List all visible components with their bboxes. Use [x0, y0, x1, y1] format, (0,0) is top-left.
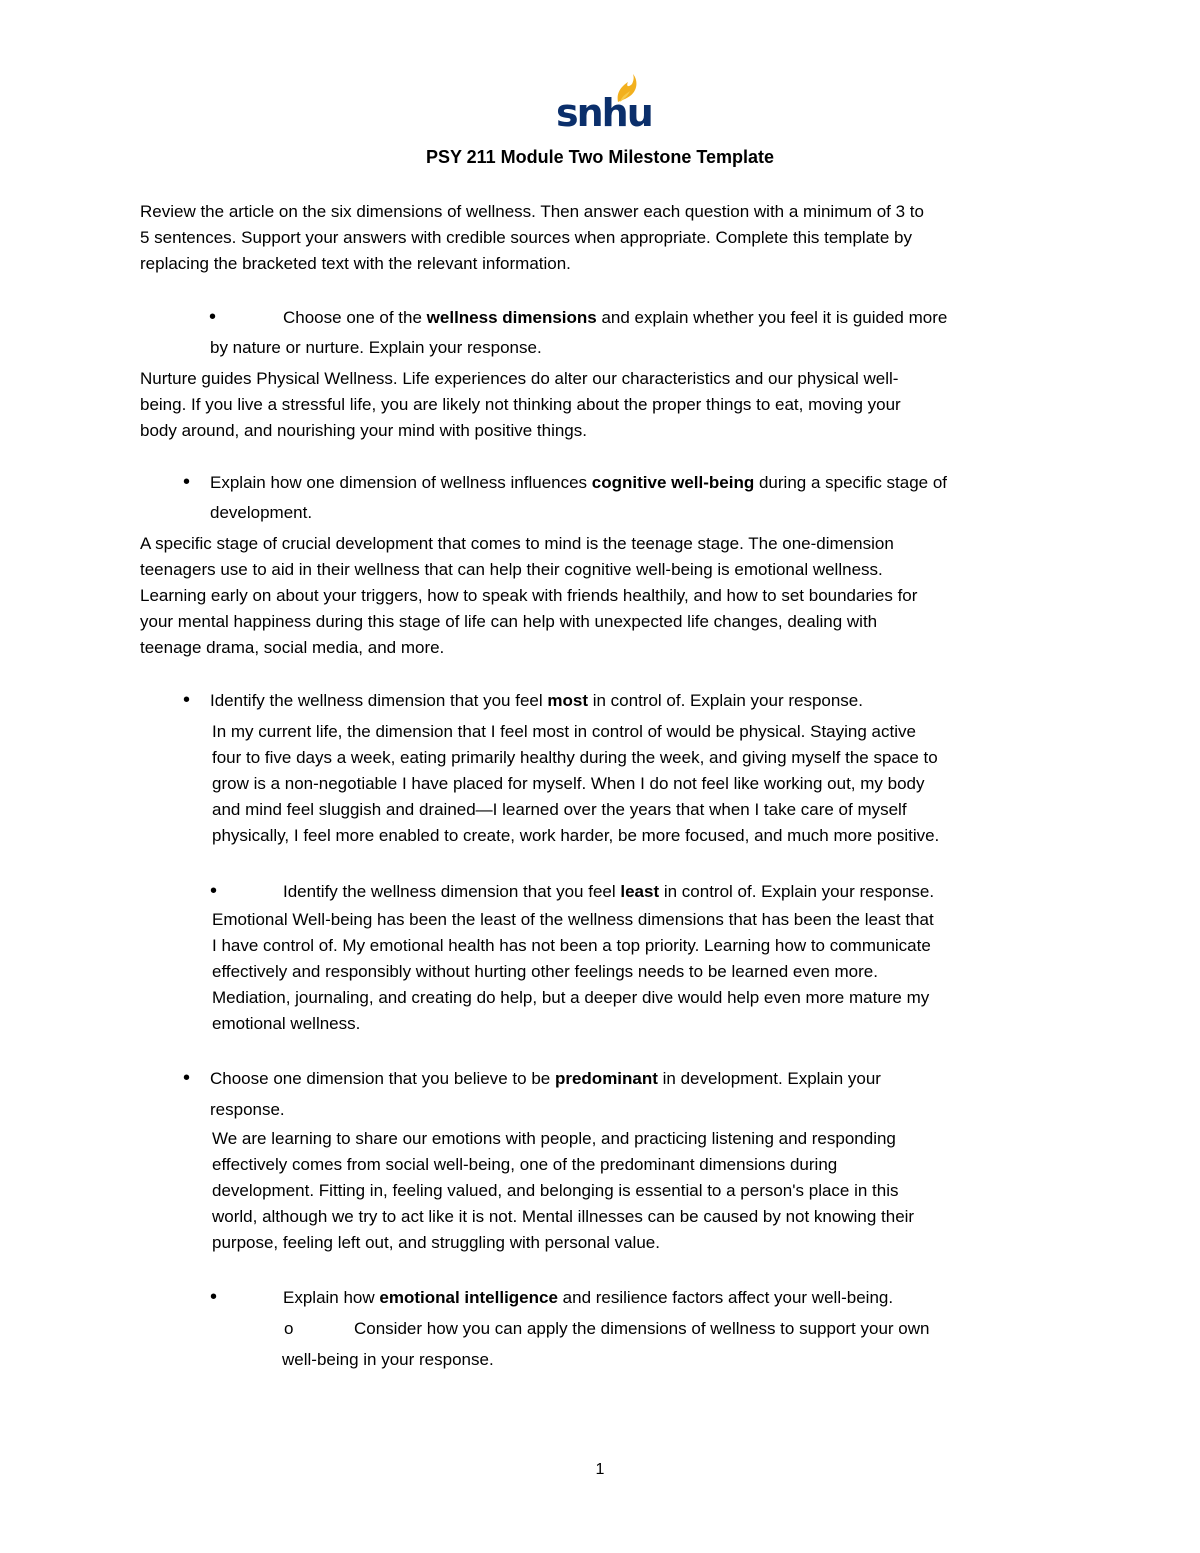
answer-5-line-4: world, although we try to act like it is not. Mental illnesses can be caused by not knowing their: [212, 1207, 915, 1226]
question-3: Identify the wellness dimension that you feel most in control of. Explain your response.: [210, 691, 863, 710]
answer-5-line-3: development. Fitting in, feeling valued, and belonging is essential to a person's place in this: [212, 1181, 899, 1200]
answer-3-line-4: and mind feel sluggish and drained—I learned over the years that when I take care of myself: [212, 800, 907, 819]
bullet-icon: •: [183, 1067, 191, 1089]
answer-1-line-1: Nurture guides Physical Wellness. Life experiences do alter our characteristics and our physical well-: [140, 369, 899, 388]
question-1-line-2: by nature or nurture. Explain your response.: [210, 338, 542, 357]
document-title: PSY 211 Module Two Milestone Template: [425, 147, 775, 167]
snhu-logo: [556, 74, 652, 135]
question-5: Choose one dimension that you believe to be predominant in development. Explain your: [210, 1069, 881, 1088]
answer-3-line-5: physically, I feel more enabled to create, work harder, be more focused, and much more positive.: [212, 826, 940, 845]
question-6-sub-line-1: Consider how you can apply the dimensions of wellness to support your own: [354, 1319, 930, 1338]
answer-4-line-3: effectively and responsibly without hurting other feelings needs to be learned even more.: [212, 962, 878, 981]
bullet-icon: •: [209, 306, 217, 328]
question-6-sub-line-2: well-being in your response.: [282, 1350, 494, 1369]
answer-2-line-3: Learning early on about your triggers, how to speak with friends healthily, and how to set boundaries for: [140, 586, 918, 605]
answer-3-line-1: In my current life, the dimension that I feel most in control of would be physical. Staying active: [212, 722, 916, 741]
page-number: 1: [595, 1461, 605, 1478]
intro-line-3: replacing the bracketed text with the relevant information.: [140, 254, 571, 273]
answer-2-line-5: teenage drama, social media, and more.: [140, 638, 445, 657]
answer-1-line-3: body around, and nourishing your mind with positive things.: [140, 421, 587, 440]
bullet-icon: •: [210, 1286, 218, 1308]
intro-line-1: Review the article on the six dimensions of wellness. Then answer each question with a minimum of 3 to: [140, 202, 924, 221]
question-4: Identify the wellness dimension that you feel least in control of. Explain your response.: [283, 882, 935, 901]
intro-line-2: 5 sentences. Support your answers with credible sources when appropriate. Complete this template by: [140, 228, 913, 247]
answer-4-line-5: emotional wellness.: [212, 1014, 361, 1033]
question-5-line-2: response.: [210, 1100, 285, 1119]
answer-4-line-4: Mediation, journaling, and creating do help, but a deeper dive would help even more mature my: [212, 988, 930, 1007]
answer-5-line-5: purpose, feeling left out, and struggling with personal value.: [212, 1233, 660, 1252]
answer-2-line-1: A specific stage of crucial development that comes to mind is the teenage stage. The one-dimension: [140, 534, 894, 553]
answer-3-line-2: four to five days a week, eating primarily healthy during the week, and giving myself the space to: [212, 748, 938, 767]
answer-5-line-1: We are learning to share our emotions with people, and practicing listening and responding: [212, 1129, 896, 1148]
answer-2-line-2: teenagers use to aid in their wellness that can help their cognitive well-being is emotional wellness.: [140, 560, 883, 579]
question-2: Explain how one dimension of wellness influences cognitive well-being during a specific stage of: [210, 473, 948, 492]
question-2-line-2: development.: [210, 503, 313, 522]
answer-5-line-2: effectively comes from social well-being, one of the predominant dimensions during: [212, 1155, 838, 1174]
answer-4-line-2: I have control of. My emotional health has not been a top priority. Learning how to communicate: [212, 936, 931, 955]
sub-bullet-marker: o: [284, 1319, 294, 1338]
answer-4-line-1: Emotional Well-being has been the least of the wellness dimensions that has been the least that: [212, 910, 934, 929]
answer-1-line-2: being. If you live a stressful life, you are likely not thinking about the proper things to eat, moving your: [140, 395, 901, 414]
answer-3-line-3: grow is a non-negotiable I have placed for myself. When I do not feel like working out, my body: [212, 774, 925, 793]
bullet-icon: •: [183, 471, 191, 493]
bullet-icon: •: [210, 880, 218, 902]
question-6: Explain how emotional intelligence and resilience factors affect your well-being.: [283, 1288, 894, 1307]
bullet-icon: •: [183, 689, 191, 711]
question-1: Choose one of the wellness dimensions and explain whether you feel it is guided more: [283, 308, 948, 327]
logo-wordmark: snhu: [556, 91, 652, 135]
answer-2-line-4: your mental happiness during this stage of life can help with unexpected life changes, dealing with: [140, 612, 878, 631]
